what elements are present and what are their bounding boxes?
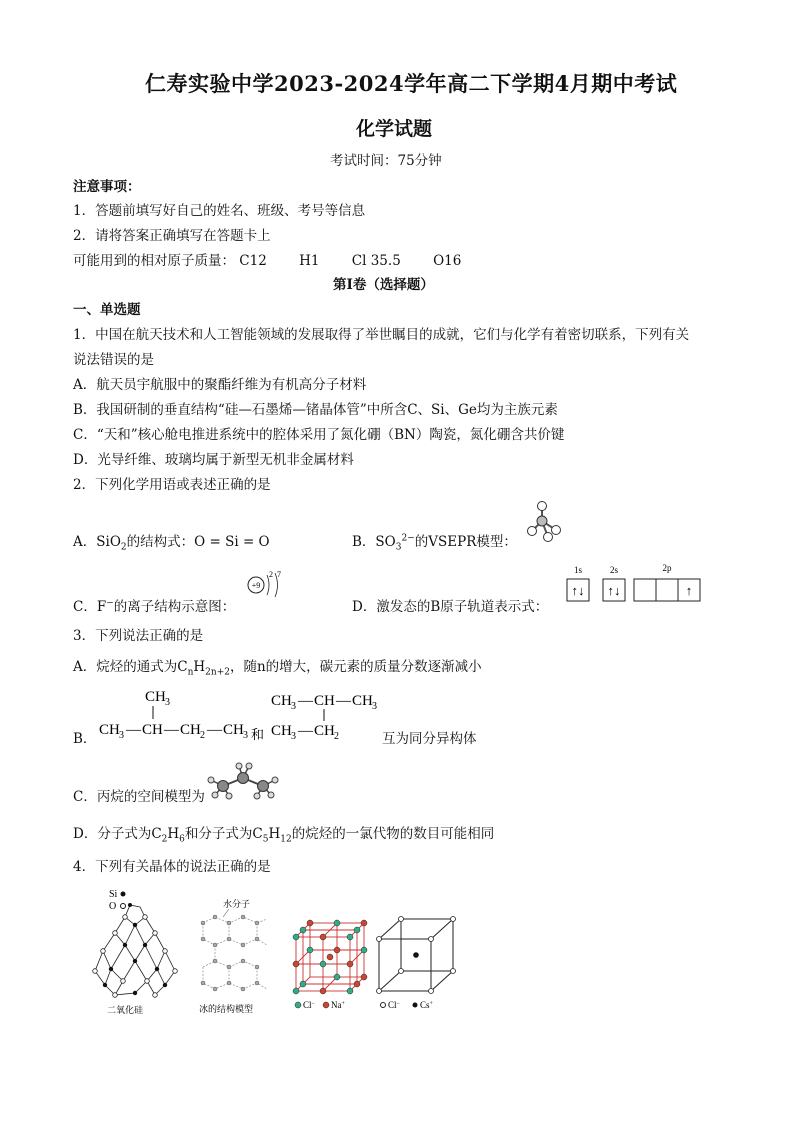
q2-option-a [73,530,270,553]
struct2-c3-sub: 3 [372,701,377,712]
struct1-c1: CH [99,722,120,738]
fluoride-ion-diagram [243,567,289,607]
q3-a-suffix: ，随n的增大，碳元素的质量分数逐渐减小 [229,659,482,675]
ion-nucleus-charge: +9 [251,581,261,590]
struct1-c2: CH [142,722,163,738]
orbital-label-2p: 2p [662,563,672,573]
q3-d-h: H [167,826,180,842]
q3-a-sub2: 2n+2 [205,667,230,678]
struct1-c3: CH [180,722,201,738]
q3-d-prefix: D．分子式为C [73,826,162,842]
q4-stem: 4．下列有关晶体的说法正确的是 [73,859,271,875]
q3-option-b-suffix: 互为同分异构体 [382,731,477,747]
vsepr-model-figure [520,497,570,547]
cscl-legend-cs: Cs+ [420,1000,433,1010]
ion-shell-1: 2 [269,570,273,579]
section-title: 第I卷（选择题） [333,277,434,293]
struct2-dash1: — [298,693,313,709]
q3-option-a [73,655,482,678]
q2-b-suffix: 的VSEPR模型： [414,534,517,550]
propane-model-figure [205,760,285,800]
q3-d-suffix: 的烷烃的一氯代物的数目可能相同 [291,826,495,842]
struct1-dash2: — [164,722,179,738]
ice-caption: 冰的结构模型 [199,1004,254,1014]
struct1-c3-sub: 2 [200,730,205,741]
q2-stem: 2．下列化学用语或表述正确的是 [73,477,271,493]
ice-water-molecule-label: 水分子 [223,899,251,909]
q3-stem: 3．下列说法正确的是 [73,628,204,644]
orbital-1s-arrows: ↑↓ [571,583,585,598]
q2-b-sup: 2− [401,533,415,544]
q2-b-prefix: B．SO [352,534,396,550]
atomic-masses [73,249,461,269]
struct1-c1-sub: 3 [119,730,124,741]
atomic-masses-label: 可能用到的相对原子质量： [73,253,235,269]
ice-structure-figure [195,895,275,1017]
q1-stem-line2: 说法错误的是 [73,352,154,368]
silica-si-label: Si [109,889,118,900]
q3-b-and: 和 [251,727,265,742]
orbital-2s-arrows: ↑↓ [607,583,621,598]
q3-option-d [73,822,494,845]
q1-option-a: A．航天员宇航服中的聚酯纤维为有机高分子材料 [73,377,367,393]
exam-time: 考试时间：75分钟 [330,153,442,169]
struct1-c4-sub: 3 [243,730,248,741]
nacl-legend-cl: Cl− [303,1000,315,1010]
struct1-c4: CH [223,722,244,738]
q3-a-mid: H [193,659,206,675]
struct2-dash2: — [336,693,351,709]
q3-a-sub1: n [187,667,194,678]
q3-d-mid: 和分子式为C [184,826,263,842]
struct2-c5-sub: 2 [334,731,339,742]
q3-option-c: C．丙烷的空间模型为 [73,789,205,805]
struct2-c5: CH [314,723,335,739]
atomic-mass-h: H1 [299,253,320,269]
q2-c-suffix: 的离子结构示意图： [113,599,236,615]
q3-d-s1: 2 [161,834,168,845]
struct2-c1: CH [271,693,292,709]
q2-a-prefix: A．SiO [73,534,121,550]
q3-option-b-label: B． [73,731,97,747]
struct1-top-ch: CH [145,689,166,705]
q2-option-d: D．激发态的B原子轨道表示式： [352,599,549,615]
notice-item-2: 2．请将答案正确填写在答题卡上 [73,228,271,244]
orbital-diagram [562,563,706,605]
orbital-label-2s: 2s [609,565,619,575]
cscl-crystal-figure [375,915,460,1013]
q1-option-b: B．我国研制的垂直结构“硅—石墨烯—锗晶体管”中所含C、Si、Ge均为主族元素 [73,402,558,418]
atomic-mass-o: O16 [433,253,462,269]
q1-option-c: C．“天和”核心舱电推进系统中的腔体采用了氮化硼（BN）陶瓷，氮化硼含共价键 [73,427,565,443]
struct2-c3: CH [352,693,373,709]
q2-b-sub: 3 [395,542,402,553]
page-subtitle: 化学试题 [356,118,433,140]
silica-caption: 二氧化硅 [107,1005,144,1015]
q2-option-b [352,530,517,553]
q2-c-prefix: C．F [73,599,107,615]
struct2-dash3: — [298,723,313,739]
nacl-crystal-figure [290,915,370,1013]
orbital-2p3-arrows: ↑ [685,583,693,598]
part-one-heading: 一、单选题 [73,302,141,318]
struct2-c4: CH [271,723,292,739]
isomer-structures [95,685,395,745]
q3-d-s2: 6 [179,834,185,845]
ion-shell-2: 7 [277,570,281,579]
q3-d-s4: 12 [280,834,292,845]
struct2-c1-sub: 3 [291,701,296,712]
q1-stem-line1: 1．中国在航天技术和人工智能领域的发展取得了举世瞩目的成就，它们与化学有着密切联系，下列有关 [73,327,690,343]
atomic-mass-cl: Cl 35.5 [351,253,401,269]
q1-option-d: D．光导纤维、玻璃均属于新型无机非金属材料 [73,452,354,468]
q2-option-c [73,595,235,615]
struct2-c2: CH [314,693,335,709]
q3-d-s3: 5 [262,834,269,845]
orbital-label-1s: 1s [573,565,583,575]
struct1-dash1: — [126,722,141,738]
silica-o-label: O [109,901,117,912]
q2-a-suffix: 的结构式：O = Si = O [126,534,270,550]
atomic-mass-c: C12 [239,253,267,269]
struct2-c4-sub: 3 [291,731,296,742]
struct1-dash3: — [207,722,222,738]
struct1-top-sub: 3 [165,697,170,708]
nacl-legend-na: Na+ [331,1000,345,1010]
notice-heading: 注意事项： [73,179,141,195]
q2-c-sup: − [106,598,114,609]
silica-structure-figure [85,885,185,1017]
page-title: 仁寿实验中学2023-2024学年高二下学期4月期中考试 [145,71,678,96]
cscl-legend-cl: Cl− [388,1000,400,1010]
q3-d-h2: H [268,826,281,842]
notice-item-1: 1．答题前填写好自己的姓名、班级、考号等信息 [73,203,366,219]
q2-a-sub: 2 [120,542,127,553]
q3-a-prefix: A．烷烃的通式为C [73,659,188,675]
